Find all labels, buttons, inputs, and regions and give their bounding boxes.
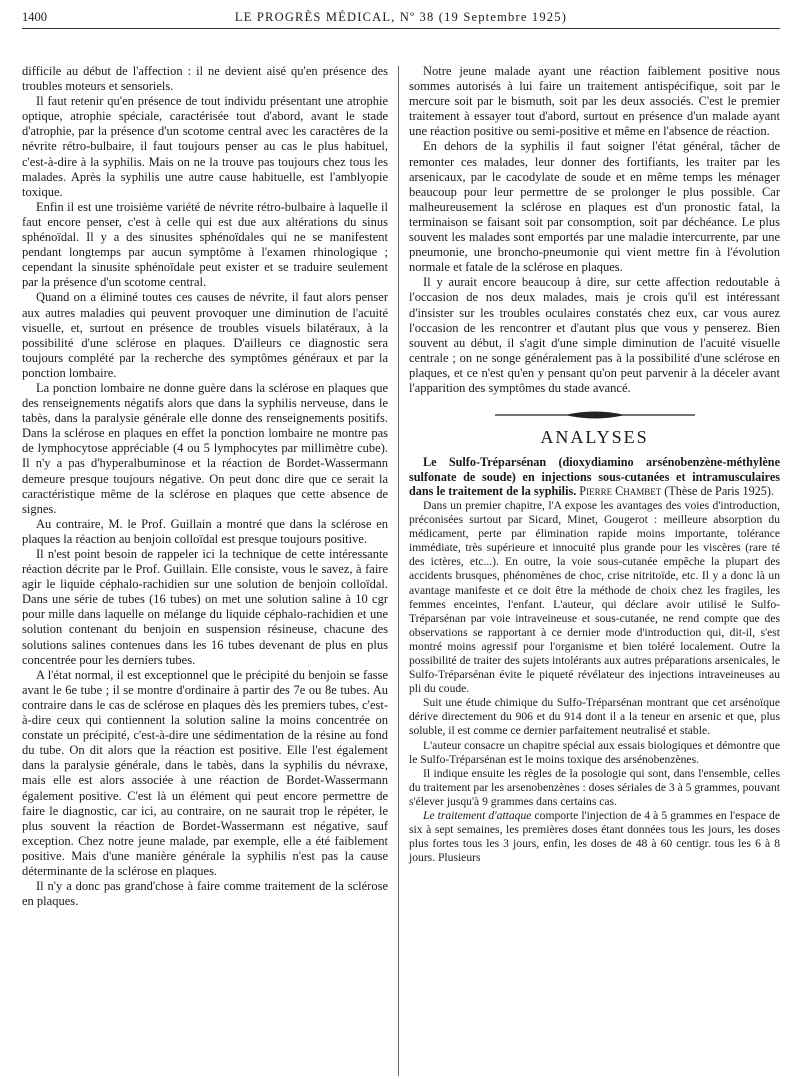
column-separator — [398, 66, 399, 1076]
emphasis-text: Le traitement d'attaque — [423, 809, 532, 822]
paragraph: Notre jeune malade ayant une réaction faiblement positive nous sommes autorisés à lui faire un traitement antispécifique, soit par le mercure soit par le bismuth, soit par les deux associés. C'est le premier traitement à essayer tout d'abord, surtout en présence d'un malade ayant une réaction positive ou semi-positive et même en l'absence de réaction. — [409, 64, 780, 139]
abstract-body — [409, 499, 780, 865]
paragraph: A l'état normal, il est exceptionnel que le précipité du benjoin se fasse avant le 6e tube ; il se montre d'ordinaire à partir des 7e ou 8e tubes. Au contraire dans le cas de sclérose en plaques dès les premiers tubes, c'est-à-dire ceux qui contiennent la solution saline la moins concentrée on constate un précipité, c'est-à-dire une sédimentation de la résine au fond du tube. On dit alors que la réaction est positive. Elle l'est également dans la paralysie générale, dans le tabès, dans la syphilis du névraxe, mais elle est alors associée à une réaction de Bordet-Wassermann également positive. C'est là un élément qui peut encore permettre de faire le diagnostic, car ici, au contraire, on ne saurait trop le répéter, le plus souvent la réaction de Bordet-Wassermann est négative, sauf exception. Chez notre jeune malade, par exemple, elle a été faiblement positive. Mais d'une manière générale la syphilis n'est pas la cause déterminante de la sclérose en plaques. — [22, 667, 388, 878]
paragraph: Quand on a éliminé toutes ces causes de névrite, il faut alors penser aux autres maladies qui peuvent provoquer une diminution de l'acuité visuelle, et, surtout en présence de troubles visuels bilatéraux, à la possibilité d'une sclérose en plaques. D'ailleurs ce diagnostic sera toujours complété par la recherche des symptômes généraux et par la ponction lombaire. — [22, 290, 388, 380]
section-divider-ornament — [495, 408, 695, 422]
section-title: ANALYSES — [540, 427, 649, 448]
running-title: LE PROGRÈS MÉDICAL, Nº 38 (19 Septembre 1925) — [234, 10, 568, 24]
abstract-title: Le Sulfo-Tréparsénan (dioxydiamino arsénobenzène-méthylène sulfonate de soude) en injections sous-cutanées et intramusculaires dans le traitement de la syphilis. — [409, 455, 780, 499]
abstract-source: (Thèse de Paris 1925). — [664, 484, 774, 499]
paragraph: Il n'est point besoin de rappeler ici la technique de cette intéressante réaction décrite par le Prof. Guillain. Elle consiste, vous le savez, à faire agir le liquide céphalo-rachidien sur une solution de benjoin colloïdal. Dans une série de tubes (16 tubes) on met une solution saline à 10 cgr pour mille dans laquelle on mélange du liquide céphalo-rachidien et une solution contenant du benjoin en suspension résineuse, chacune des solutions salines contenues dans les 16 tubes devenant de plus en plus concentrée pour les derniers tubes. — [22, 547, 388, 667]
paragraph: Dans un premier chapitre, l'A expose les avantages des voies d'introduction, préconisées surtout par Sicard, Minet, Gougerot : meilleure absorption du médicament, perte par élimination rapide moins importante, tolérance immédiate, très supérieure et innocuité plus grande pour les viscères (rare té des ictères, etc...). En outre, la voie sous-cutanée empêche la plupart des accidents brusques, phénomènes de choc, crise nitritoïde, etc. Il y a donc là un avantage manifeste et ce doit être la méthode de choix chez les fragiles, les femmes enceintes, l'enfant. L'auteur, qui déclare avoir utilisé le Sulfo-Tréparsénan par voie intraveineuse et sous-cutanée, ne rend compte que des observations se rapportant à ce dernier mode d'introduction qui, dit-il, s'est montré moins agressif pour l'organisme et bien toléré localement. Outre la possibilité de traiter des sujets intolérants aux autres préparations arsenicales, le Sulfo-Tréparsénan évite le piqueté révélateur des injections intraveineuses au pli du coude. — [409, 498, 780, 696]
header-rule — [22, 28, 780, 29]
paragraph: Enfin il est une troisième variété de névrite rétro-bulbaire à laquelle il faut encore penser, c'est à celle qui est due aux altérations du sinus sphénoïdal. Il y a des sinusites sphénoïdales qui ne se manifestent pendant longtemps par aucun symptôme à l'examen rhinologique ; cependant la sinusite sphénoïdale peut exister et se traduire seulement par la présence d'un scotome central. — [22, 199, 388, 290]
paragraph: La ponction lombaire ne donne guère dans la sclérose en plaques que des renseignements négatifs alors que dans la syphilis nerveuse, dans le tabès, dans la paralysie générale elle donne des renseignements positifs. Dans la sclérose en plaques en effet la ponction lombaire ne montre pas de lymphocytose appréciable (4 ou 5 lymphocytes par millimètre cube). Il n'y a pas d'hyperalbuminose et la réaction de Bordet-Wassermann demeure presque toujours négative. On peut donc dire que ce serait la caractéristique même de la sclérose en plaques que cette absence de signes. — [22, 380, 388, 516]
paragraph: difficile au début de l'affection : il ne devient aisé qu'en présence des troubles moteurs et sensoriels. — [22, 64, 388, 94]
paragraph: Suit une étude chimique du Sulfo-Tréparsénan montrant que cet arsénoïque dérive directement du 906 et du 914 dont il a la teneur en arsenic et que, plus soluble, il est comme ce dernier parfaitement neutralisé et stable. — [409, 696, 780, 738]
paragraph: En dehors de la syphilis il faut soigner l'état général, tâcher de remonter ces malades, leur donner des fortifiants, les traiter par les arsenicaux, par le cacodylate de soude et en même temps les ménager beaucoup pour leur permettre de se prolonger le plus possible. Car malheureusement la sclérose en plaques est d'un pronostic fatal, la terminaison se faisant soit par consomption, soit par déchéance. Le plus souvent les malades sont emportés par une maladie intercurrente, par une pneumonie, une broncho-pneumonie qui vient mettre fin à l'évolution normale et fatale de la sclérose en plaques. — [409, 139, 780, 275]
paragraph: Il indique ensuite les règles de la posologie qui sont, dans l'ensemble, celles du traitement par les arsenobenzènes : doses sériales de 3 à 5 grammes, pouvant s'élever jusqu'à 9 grammes dans certains cas. — [409, 766, 780, 808]
paragraph — [409, 809, 780, 865]
left-column — [22, 64, 388, 909]
paragraph: Il n'y a donc pas grand'chose à faire comme traitement de la sclérose en plaques. — [22, 879, 388, 909]
paragraph: L'auteur consacre un chapitre spécial aux essais biologiques et démontre que le Sulfo-Tréparsénan est le moins toxique des arsénobenzènes. — [409, 738, 780, 766]
paragraph-text: comporte l'injection de 4 à 5 grammes en l'espace de six à sept semaines, les premières doses étant données tous les jours, les doses plus fortes tous les 3 jours, enfin, les doses de 48 à 60 centigr. tous les 6 à 8 jours. Plusieurs — [409, 809, 780, 865]
paragraph: Au contraire, M. le Prof. Guillain a montré que dans la sclérose en plaques la réaction au benjoin colloïdal est presque toujours positive. — [22, 516, 388, 546]
abstract-heading — [409, 455, 780, 499]
right-column — [409, 64, 780, 865]
paragraph: Il y aurait encore beaucoup à dire, sur cette affection redoutable à l'occasion de nos deux malades, mais je crois qu'il est intéressant d'insister sur les troubles oculaires constatés chez eux, car vous aurez l'occasion de les rencontrer et d'autant plus que vous y penserez. Bien souvent au début, il s'agit d'une simple diminution de l'acuité visuelle centrale ; on ne songe généralement pas à la possibilité d'une sclérose en plaques, et ce n'est qu'en y pensant qu'on peut parvenir à la déceler avant l'apparition des symptômes du stade avancé. — [409, 275, 780, 395]
page-number: 1400 — [22, 10, 47, 24]
page-header — [22, 4, 780, 30]
abstract-author: Pierre Chambet — [579, 484, 662, 499]
paragraph: Il faut retenir qu'en présence de tout individu présentant une atrophie optique, atrophie spéciale, caractérisée tout d'abord, avant le stade d'atrophie, par la présence d'un scotome central avec les caractères de la névrite rétro-bulbaire, il faut toujours penser au cas le plus habituel, c'est-à-dire à la syphilis. Mais on ne la trouve pas toujours chez tous les malades. Après la syphilis une autre cause habituelle, est l'amblyopie toxique. — [22, 94, 388, 199]
